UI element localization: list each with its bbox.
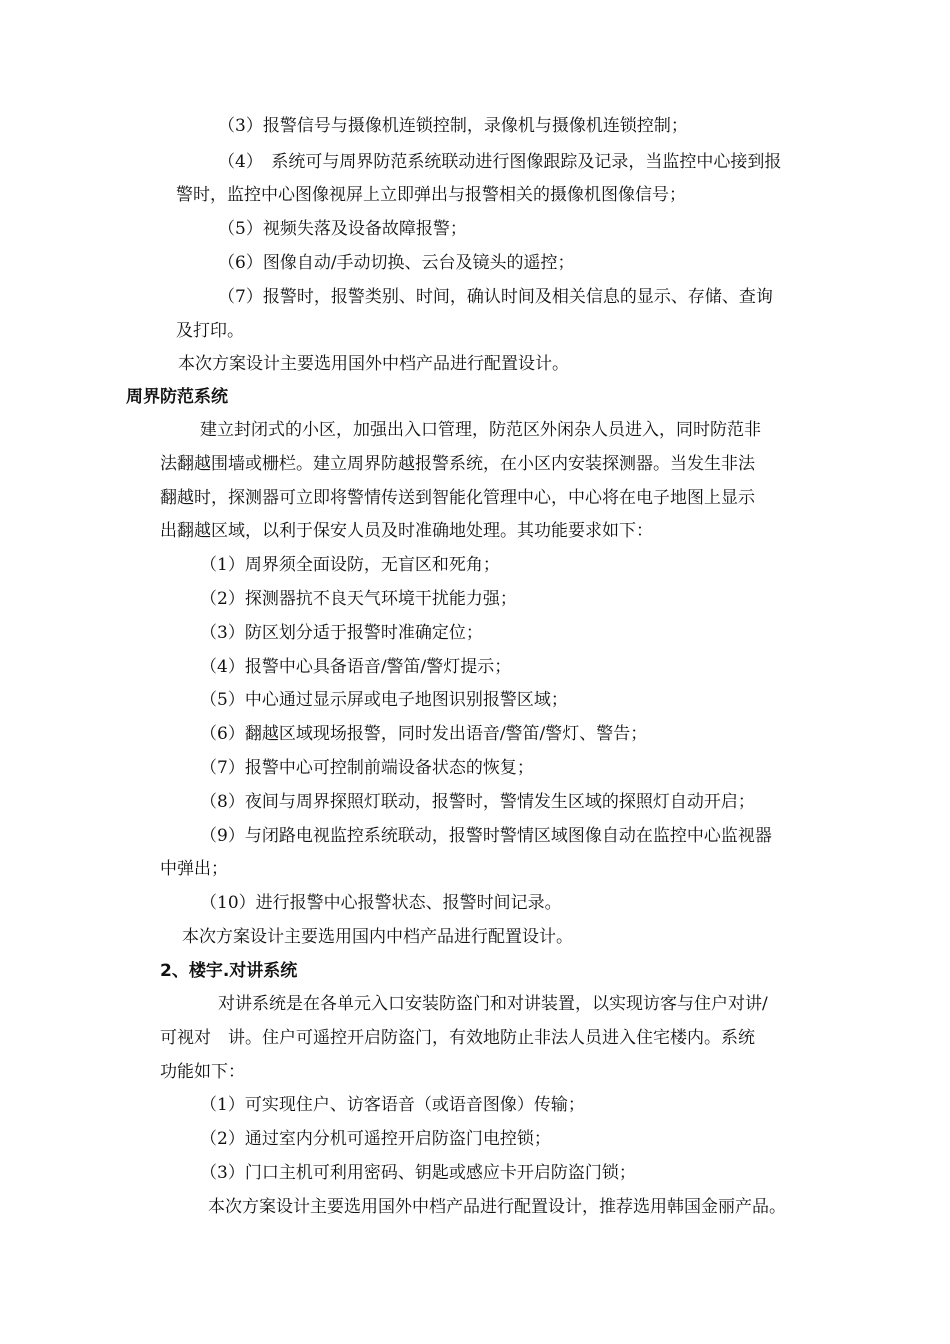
list-item: （2）探测器抗不良天气环境干扰能力强； <box>200 589 517 609</box>
list-item: （4）报警中心具备语音/警笛/警灯提示； <box>200 657 512 677</box>
list-item: （1）可实现住户、访客语音（或语音图像）传输； <box>200 1095 585 1115</box>
paragraph-line: 翻越时，探测器可立即将警情传送到智能化管理中心，中心将在电子地图上显示 <box>160 488 755 508</box>
list-item: （5）视频失落及设备故障报警； <box>218 219 467 239</box>
list-item: （3）防区划分适于报警时准确定位； <box>200 623 483 643</box>
design-note: 本次方案设计主要选用国内中档产品进行配置设计。 <box>182 927 573 947</box>
list-item-continuation: 中弹出； <box>160 859 228 879</box>
list-item: （10）进行报警中心报警状态、报警时间记录。 <box>200 893 562 913</box>
list-item: （3）门口主机可利用密码、钥匙或感应卡开启防盗门锁； <box>200 1163 636 1183</box>
list-item-continuation: 警时，监控中心图像视屏上立即弹出与报警相关的摄像机图像信号； <box>176 185 686 205</box>
list-item: （2）通过室内分机可遥控开启防盗门电控锁； <box>200 1129 551 1149</box>
section-heading: 2、楼宇.对讲系统 <box>160 961 298 981</box>
paragraph-line: 对讲系统是在各单元入口安装防盗门和对讲装置，以实现访客与住户对讲/ <box>218 994 768 1014</box>
design-note: 本次方案设计主要选用国外中档产品进行配置设计，推荐选用韩国金丽产品。 <box>208 1197 786 1217</box>
section-heading: 周界防范系统 <box>126 387 228 407</box>
list-item: （9）与闭路电视监控系统联动，报警时警情区域图像自动在监控中心监视器 <box>200 826 772 846</box>
list-item: （7）报警中心可控制前端设备状态的恢复； <box>200 758 534 778</box>
list-item: （8）夜间与周界探照灯联动，报警时，警情发生区域的探照灯自动开启； <box>200 792 755 812</box>
list-item: （4） 系统可与周界防范系统联动进行图像跟踪及记录，当监控中心接到报 <box>218 152 782 172</box>
paragraph-line: 法翻越围墙或栅栏。建立周界防越报警系统，在小区内安装探测器。当发生非法 <box>160 454 755 474</box>
list-item-continuation: 及打印。 <box>176 321 244 341</box>
list-item: （7）报警时，报警类别、时间，确认时间及相关信息的显示、存储、查询 <box>218 287 773 307</box>
paragraph-line: 可视对 讲。住户可遥控开启防盗门，有效地防止非法人员进入住宅楼内。系统 <box>160 1028 755 1048</box>
list-item: （6）翻越区域现场报警，同时发出语音/警笛/警灯、警告； <box>200 724 648 744</box>
design-note: 本次方案设计主要选用国外中档产品进行配置设计。 <box>178 354 569 374</box>
paragraph-line: 建立封闭式的小区，加强出入口管理，防范区外闲杂人员进入，同时防范非 <box>200 420 761 440</box>
paragraph-line: 出翻越区域，以利于保安人员及时准确地处理。其功能要求如下： <box>160 521 653 541</box>
list-item: （1）周界须全面设防，无盲区和死角； <box>200 555 500 575</box>
paragraph-line: 功能如下： <box>160 1062 245 1082</box>
list-item: （5）中心通过显示屏或电子地图识别报警区域； <box>200 690 568 710</box>
list-item: （3）报警信号与摄像机连锁控制，录像机与摄像机连锁控制； <box>218 116 688 136</box>
list-item: （6）图像自动/手动切换、云台及镜头的遥控； <box>218 253 575 273</box>
